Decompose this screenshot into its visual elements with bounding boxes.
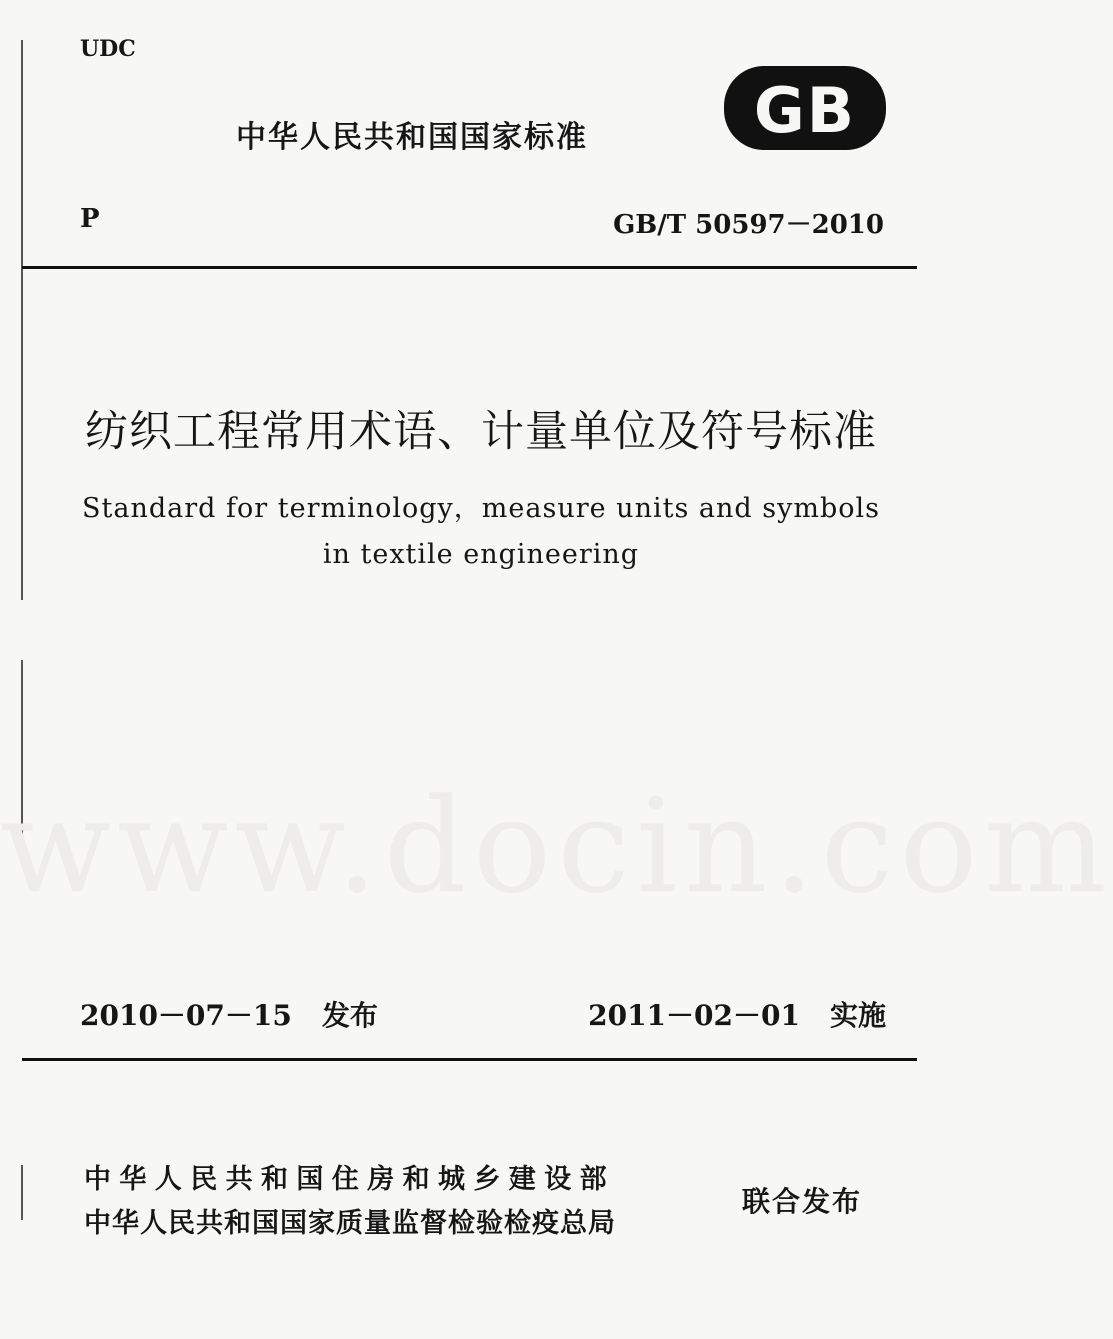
watermark: www.docin.com (0, 770, 1113, 922)
standard-code: GB/T 50597－2010 (613, 210, 884, 240)
issuing-authorities (84, 1158, 616, 1246)
gb-logo-text: GB (753, 74, 857, 147)
title-english-line1: Standard for terminology，measure units and symbols (82, 493, 880, 524)
issue-date-block (80, 994, 378, 1034)
udc-label: UDC (80, 36, 136, 62)
issuer-line2: 中华人民共和国国家质量监督检验检疫总局 (84, 1208, 616, 1239)
bottom-divider (22, 1058, 917, 1061)
top-divider (22, 266, 917, 269)
issue-label: 发布 (321, 999, 378, 1032)
national-standard-heading: 中华人民共和国国家标准 (236, 120, 588, 155)
title-english (0, 486, 962, 578)
effective-date-block (588, 994, 886, 1034)
effective-label: 实施 (829, 999, 886, 1032)
gb-logo (724, 66, 886, 150)
effective-date: 2011－02－01 (588, 999, 800, 1032)
title-chinese: 纺织工程常用术语、计量单位及符号标准 (85, 407, 877, 457)
issue-date: 2010－07－15 (80, 999, 292, 1032)
issuer-line1: 中华人民共和国住房和城乡建设部 (84, 1164, 615, 1195)
title-english-line2: in textile engineering (322, 539, 640, 570)
classification-code: P (80, 204, 100, 234)
margin-line (21, 1165, 23, 1220)
joint-release-label: 联合发布 (742, 1185, 863, 1218)
